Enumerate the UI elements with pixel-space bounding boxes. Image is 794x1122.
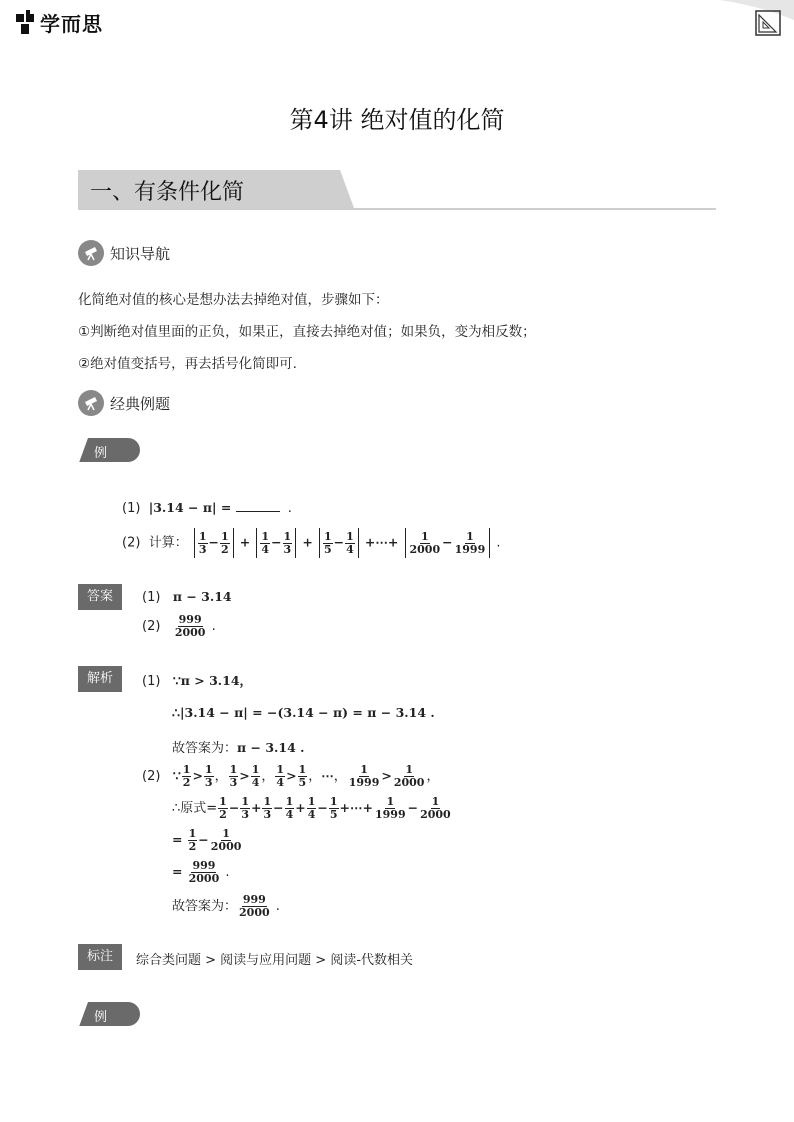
analysis-tag: 解析	[78, 666, 122, 692]
knowledge-line-3: ②绝对值变括号，再去括号化简即可.	[78, 356, 297, 372]
telescope-icon	[78, 240, 104, 266]
knowledge-heading	[78, 240, 170, 266]
analysis-1-line-2: ∴|3.14 − π| = −(3.14 − π) = π − 3.14 .	[172, 705, 435, 720]
example-1-question-2: (2) 计算： $\frac{1}{3}$ − $\frac{1}{2}$ + $\frac{1}{4}$ − $\frac{1}{3}$ + $\frac{1}{5}$ − $\frac{1}{4}$ +⋯+ $\frac{1}{2000}$ − $\frac{1}{1999}$ .	[122, 528, 501, 558]
section-title: 一、有条件化简	[90, 180, 245, 205]
examples-label: 经典例题	[110, 394, 171, 413]
analysis-2-line-5: 故答案为： $\frac{999}{2000}$ .	[172, 893, 280, 919]
answer-tag: 答案	[78, 584, 122, 610]
answer-2: (2) $\frac{999}{2000}$ .	[142, 613, 216, 639]
label-path: 综合类问题 > 阅读与应用问题 > 阅读-代数相关	[136, 953, 414, 968]
analysis-1-line-3: 故答案为：π − 3.14 .	[172, 740, 305, 756]
knowledge-line-1: 化简绝对值的核心是想办法去掉绝对值，步骤如下：	[78, 292, 389, 308]
answer-1: (1) π − 3.14	[142, 589, 232, 605]
section-header	[78, 170, 716, 210]
knowledge-line-2: ①判断绝对值里面的正负，如果正，直接去掉绝对值；如果负，变为相反数；	[78, 324, 536, 340]
example-1-question-1: (1) |3.14 − π| = .	[122, 500, 292, 516]
knowledge-label: 知识导航	[110, 244, 171, 263]
analysis-2-line-4: = $\frac{999}{2000}$ .	[172, 859, 230, 885]
label-tag: 标注	[78, 944, 122, 970]
examples-heading	[78, 390, 170, 416]
brand-logo	[16, 8, 103, 37]
xueersi-logo-icon	[16, 10, 36, 36]
telescope-icon	[78, 390, 104, 416]
analysis-2-line-3: = $\frac{1}{2}$ − $\frac{1}{2000}$	[172, 827, 242, 853]
page-title: 第4讲 绝对值的化简	[289, 106, 505, 134]
analysis-2-line-1: (2) ∵ $\frac{1}{2}$ > $\frac{1}{3}$ ， $\frac{1}{3}$ > $\frac{1}{4}$ ， $\frac{1}{4}$ > $\frac{1}{5}$ ，⋯， $\frac{1}{1999}$ > $\frac{1}{2000}$ ，	[142, 763, 440, 789]
ruler-triangle-icon	[755, 10, 781, 36]
analysis-2-line-2: ∴原式= $\frac{1}{2}$ − $\frac{1}{3}$ + $\frac{1}{3}$ − $\frac{1}{4}$ + $\frac{1}{4}$ − $\frac{1}{5}$ +⋯+ $\frac{1}{1999}$ − $\frac{1}{2000}$	[172, 795, 451, 821]
brand-name: 学而思	[40, 12, 103, 36]
analysis-1-line-1: (1) ∵π > 3.14，	[142, 673, 253, 689]
